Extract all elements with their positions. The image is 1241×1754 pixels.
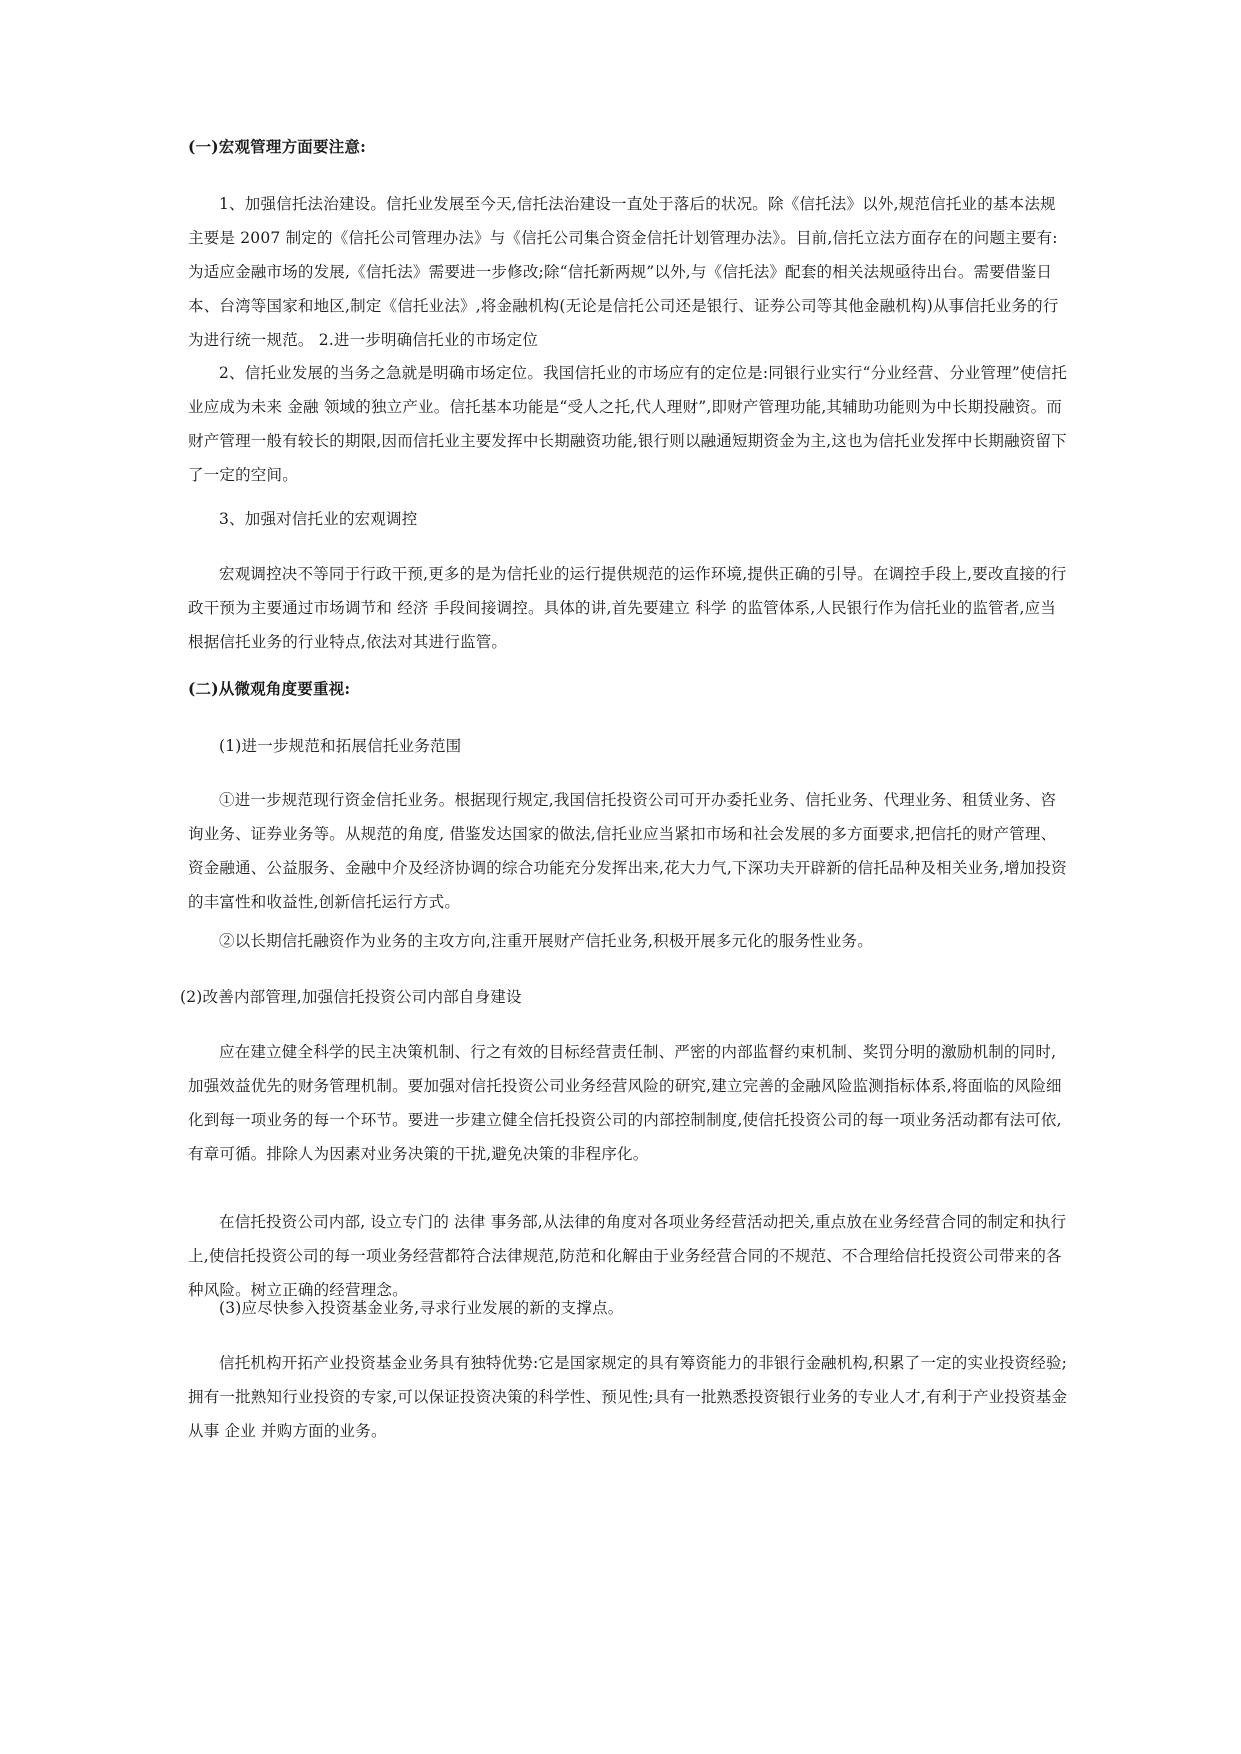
paragraph-macro-control-title: 3、加强对信托业的宏观调控 [219, 510, 418, 528]
paragraph-market-positioning: 2、信托业发展的当务之急就是明确市场定位。我国信托业的市场应有的定位是:同银行业实行“分业经营、分业管理”使信托业应成为未来 金融 领域的独立产业。信托基本功能是“受人之托,代人理财”,即财产管理功能,其辅助功能则为中长期投融资。而财产管理一般有较长的期限,因而信托业主要发挥中长期融资功能,银行则以融通短期资金为主,这也为信托业发挥中长期融资留下了一定的空间。 [188, 364, 1068, 484]
paragraph-fund-trust: ①进一步规范现行资金信托业务。根据现行规定,我国信托投资公司可开办委托业务、信托业务、代理业务、租赁业务、咨询业务、证券业务等。从规范的角度, 借鉴发达国家的做法,信托业应当紧扣市场和社会发展的多方面要求,把信托的财产管理、资金融通、公益服务、金融中介及经济协调的综合功能充分发挥出来,花大力气,下深功夫开辟新的信托品种及相关业务,增加投资的丰富性和收益性,创新信托运行方式。 [188, 791, 1067, 911]
paragraph-internal-management-title: (2)改善内部管理,加强信托投资公司内部自身建设 [180, 988, 522, 1006]
paragraph-macro-control-body: 宏观调控决不等同于行政干预,更多的是为信托业的运行提供规范的运作环境,提供正确的引导。在调控手段上,要改直接的行政干预为主要通过市场调节和 经济 手段间接调控。具体的讲,首先要建立 科学 的监管体系,人民银行作为信托业的监管者,应当根据信托业务的行业特点,依法对其进行监管。 [188, 565, 1067, 651]
paragraph-legal-department: 在信托投资公司内部, 设立专门的 法律 事务部,从法律的角度对各项业务经营活动把关,重点放在业务经营合同的制定和执行上,使信托投资公司的每一项业务经营都符合法律规范,防范和化解由于业务经营合同的不规范、不合理给信托投资公司带来的各种风险。树立正确的经营理念。 [188, 1213, 1067, 1299]
section-heading-macro: (一)宏观管理方面要注意: [188, 137, 366, 156]
paragraph-investment-fund-title: (3)应尽快参入投资基金业务,寻求行业发展的新的支撑点。 [219, 1299, 624, 1317]
section-heading-micro: (二)从微观角度要重视: [188, 679, 351, 698]
paragraph-scope-title: (1)进一步规范和拓展信托业务范围 [219, 737, 462, 755]
paragraph-investment-fund-body: 信托机构开拓产业投资基金业务具有独特优势:它是国家规定的具有筹资能力的非银行金融机构,积累了一定的实业投资经验;拥有一批熟知行业投资的专家,可以保证投资决策的科学性、预见性;具有一批熟悉投资银行业务的专业人才,有利于产业投资基金从事 企业 并购方面的业务。 [188, 1354, 1068, 1440]
paragraph-internal-management-body: 应在建立健全科学的民主决策机制、行之有效的目标经营责任制、严密的内部监督约束机制、奖罚分明的激励机制的同时,加强效益优先的财务管理机制。要加强对信托投资公司业务经营风险的研究,建立完善的金融风险监测指标体系,将面临的风险细化到每一项业务的每一个环节。要进一步建立健全信托投资公司的内部控制制度,使信托投资公司的每一项业务活动都有法可依,有章可循。排除人为因素对业务决策的干扰,避免决策的非程序化。 [188, 1043, 1062, 1163]
paragraph-legal-construction: 1、加强信托法治建设。信托业发展至今天,信托法治建设一直处于落后的状况。除《信托法》以外,规范信托业的基本法规主要是 2007 制定的《信托公司管理办法》与《信托公司集合资金信托计划管理办法》。目前,信托立法方面存在的问题主要有:为适应金融市场的发展,《信托法》需要进一步修改;除“信托新两规”以外,与《信托法》配套的相关法规亟待出台。需要借鉴日本、台湾等国家和地区,制定《信托业法》,将金融机构(无论是信托公司还是银行、证券公司等其他金融机构)从事信托业务的行为进行统一规范。 2.进一步明确信托业的市场定位 [188, 195, 1059, 349]
paragraph-long-term-financing: ②以长期信托融资作为业务的主攻方向,注重开展财产信托业务,积极开展多元化的服务性业务。 [219, 932, 873, 950]
